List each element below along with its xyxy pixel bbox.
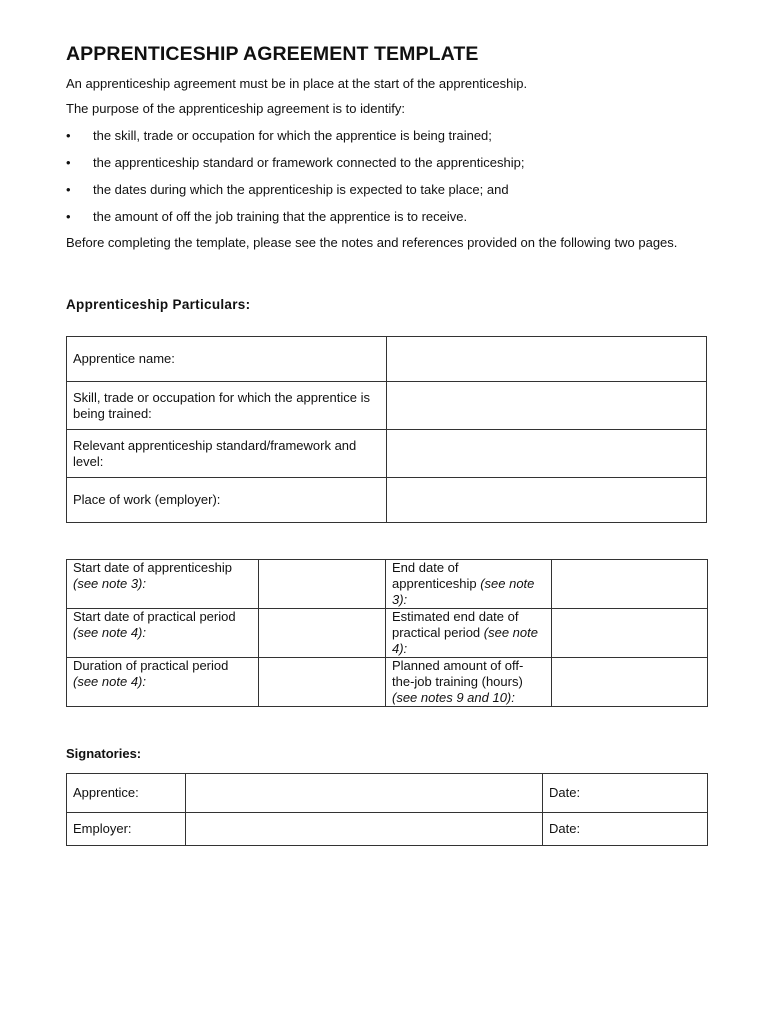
start-date-label: Start date of apprenticeship (see note 3): [67, 560, 259, 609]
dates-table [66, 559, 708, 707]
list-item: • the amount of off the job training that the apprentice is to receive. [66, 209, 468, 224]
standard-framework-label: Relevant apprenticeship standard/framework and level: [67, 430, 387, 478]
employer-signature-field[interactable] [186, 813, 543, 846]
apprentice-date-field[interactable]: Date: [543, 774, 708, 813]
particulars-table [66, 336, 707, 523]
signatories-heading: Signatories: [66, 746, 142, 761]
table-row [67, 658, 708, 707]
before-completing-paragraph: Before completing the template, please see the notes and references provided on the following two pages. [66, 235, 678, 250]
table-row [67, 430, 707, 478]
table-row [67, 337, 707, 382]
bullet-icon: • [66, 182, 71, 197]
place-of-work-field[interactable] [387, 478, 707, 523]
employer-signature-label: Employer: [67, 813, 186, 846]
list-item: • the dates during which the apprenticeship is expected to take place; and [66, 182, 509, 197]
end-date-label: End date of apprenticeship (see note 3): [386, 560, 552, 609]
employer-date-field[interactable]: Date: [543, 813, 708, 846]
place-of-work-label: Place of work (employer): [67, 478, 387, 523]
particulars-heading: Apprenticeship Particulars: [66, 297, 251, 312]
standard-framework-field[interactable] [387, 430, 707, 478]
list-item: • the apprenticeship standard or framework connected to the apprenticeship; [66, 155, 525, 170]
list-item: • the skill, trade or occupation for which the apprentice is being trained; [66, 128, 492, 143]
signatories-table [66, 773, 708, 846]
apprentice-name-label: Apprentice name: [67, 337, 387, 382]
purpose-paragraph: The purpose of the apprenticeship agreement is to identify: [66, 101, 405, 116]
table-row [67, 813, 708, 846]
purpose-list [66, 128, 706, 225]
document-title: APPRENTICESHIP AGREEMENT TEMPLATE [66, 43, 479, 65]
apprentice-signature-label: Apprentice: [67, 774, 186, 813]
table-row [67, 560, 708, 609]
apprentice-name-field[interactable] [387, 337, 707, 382]
table-row [67, 774, 708, 813]
bullet-icon: • [66, 128, 71, 143]
off-job-training-label: Planned amount of off-the-job training (hours) (see notes 9 and 10): [386, 658, 552, 707]
practical-start-label: Start date of practical period (see note 4): [67, 609, 259, 658]
end-date-field[interactable] [552, 560, 708, 609]
start-date-field[interactable] [259, 560, 386, 609]
apprentice-signature-field[interactable] [186, 774, 543, 813]
practical-end-field[interactable] [552, 609, 708, 658]
practical-duration-label: Duration of practical period (see note 4): [67, 658, 259, 707]
bullet-icon: • [66, 155, 71, 170]
practical-end-label: Estimated end date of practical period (see note 4): [386, 609, 552, 658]
table-row [67, 382, 707, 430]
bullet-icon: • [66, 209, 71, 224]
table-row [67, 609, 708, 658]
off-job-training-field[interactable] [552, 658, 708, 707]
practical-start-field[interactable] [259, 609, 386, 658]
practical-duration-field[interactable] [259, 658, 386, 707]
table-row [67, 478, 707, 523]
document-page [66, 42, 706, 836]
skill-trade-label: Skill, trade or occupation for which the apprentice is being trained: [67, 382, 387, 430]
intro-paragraph: An apprenticeship agreement must be in place at the start of the apprenticeship. [66, 76, 528, 91]
skill-trade-field[interactable] [387, 382, 707, 430]
